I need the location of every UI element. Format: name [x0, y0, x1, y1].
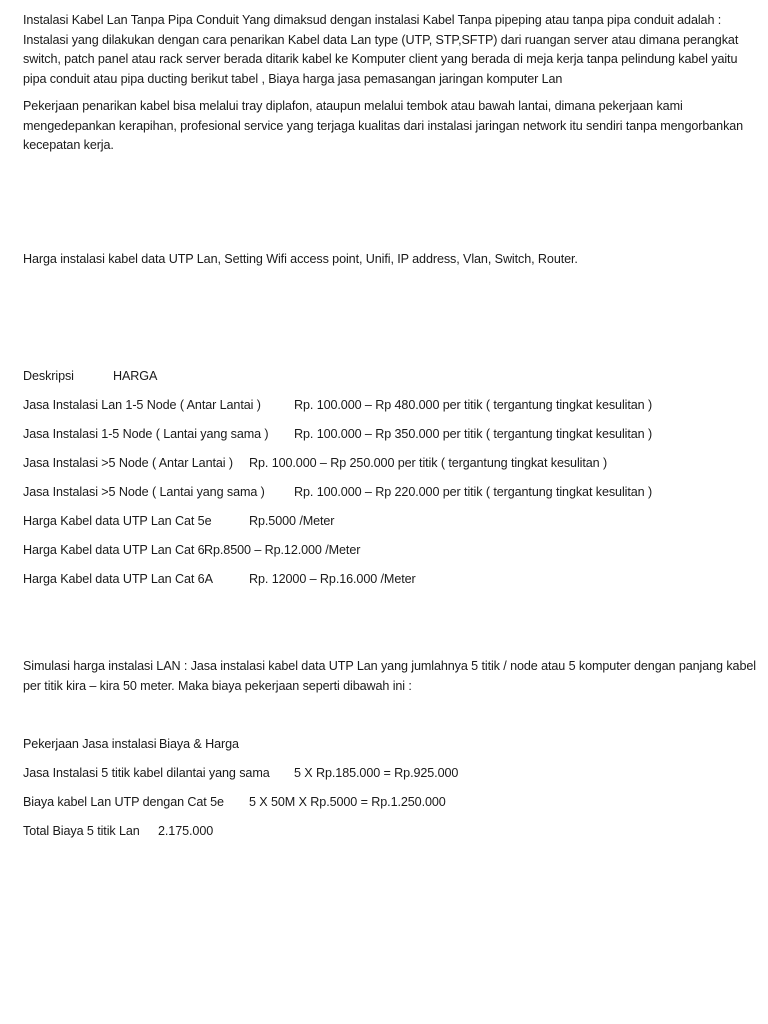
price-table-row — [23, 570, 416, 588]
price-table-header — [23, 367, 158, 385]
row-price: 5 X Rp.185.000 = Rp.925.000 — [294, 766, 459, 780]
row-description: Jasa Instalasi 5 titik kabel dilantai yang sama — [23, 766, 270, 780]
simulation-intro: Simulasi harga instalasi LAN : Jasa instalasi kabel data UTP Lan yang jumlahnya 5 titik / node atau 5 komputer dengan panjang kabel per titik kira – kira 50 meter. Maka biaya pekerjaan seperti dibawah ini : — [23, 659, 756, 693]
simulation-table-header — [23, 735, 239, 753]
price-table-row — [23, 396, 653, 414]
simulation-header-price: Biaya & Harga — [159, 737, 239, 751]
row-description: Jasa Instalasi Lan 1-5 Node ( Antar Lantai ) — [23, 398, 261, 412]
row-description: Jasa Instalasi >5 Node ( Lantai yang sama ) — [23, 485, 265, 499]
intro-paragraph-2: Pekerjaan penarikan kabel bisa melalui tray diplafon, ataupun melalui tembok atau bawah lantai, dimana pekerjaan kami mengedepankan kerapihan, profesional service yang terjaga kualitas dari instalasi jaringan network itu sendiri tanpa mengorbankan kecepatan kerja. — [23, 99, 744, 152]
simulation-row — [23, 764, 459, 782]
simulation-row — [23, 793, 446, 811]
price-table-row — [23, 483, 653, 501]
row-price: Rp.8500 – Rp.12.000 /Meter — [204, 543, 361, 557]
price-table-row — [23, 541, 361, 559]
simulation-header-description: Pekerjaan Jasa instalasi — [23, 737, 157, 751]
row-price: Rp. 12000 – Rp.16.000 /Meter — [249, 572, 416, 586]
row-price: Rp. 100.000 – Rp 350.000 per titik ( tergantung tingkat kesulitan ) — [294, 427, 653, 441]
intro-paragraph-1: Instalasi Kabel Lan Tanpa Pipa Conduit Yang dimaksud dengan instalasi Kabel Tanpa pipeping atau tanpa pipa conduit adalah : Instalasi yang dilakukan dengan cara penarikan Kabel data Lan type (UTP, STP,SFTP) dari ruangan server atau dimana perangkat switch, patch panel atau rack server berada ditarik kabel ke Komputer client yang berada di meja kerja tanpa pelindung kabel yaitu pipa conduit atau pipa ducting berikut tabel , Biaya harga jasa pemasangan jaringan komputer Lan — [23, 13, 739, 86]
row-description: Biaya kabel Lan UTP dengan Cat 5e — [23, 795, 224, 809]
total-value: 2.175.000 — [158, 824, 214, 838]
price-table-row — [23, 425, 653, 443]
price-table-header-price: HARGA — [113, 369, 158, 383]
total-label: Total Biaya 5 titik Lan — [23, 824, 140, 838]
row-description: Harga Kabel data UTP Lan Cat 5e — [23, 514, 212, 528]
row-description: Harga Kabel data UTP Lan Cat 6 — [23, 543, 205, 557]
section-heading: Harga instalasi kabel data UTP Lan, Setting Wifi access point, Unifi, IP address, Vlan, Switch, Router. — [23, 252, 578, 266]
price-table-row — [23, 454, 608, 472]
row-description: Jasa Instalasi >5 Node ( Antar Lantai ) — [23, 456, 233, 470]
simulation-total-row — [23, 822, 214, 840]
price-table-row — [23, 512, 335, 530]
row-price: Rp. 100.000 – Rp 250.000 per titik ( tergantung tingkat kesulitan ) — [249, 456, 608, 470]
row-price: Rp. 100.000 – Rp 220.000 per titik ( tergantung tingkat kesulitan ) — [294, 485, 653, 499]
row-description: Jasa Instalasi 1-5 Node ( Lantai yang sama ) — [23, 427, 269, 441]
row-price: Rp.5000 /Meter — [249, 514, 335, 528]
row-price: 5 X 50M X Rp.5000 = Rp.1.250.000 — [249, 795, 446, 809]
row-description: Harga Kabel data UTP Lan Cat 6A — [23, 572, 213, 586]
price-table-header-description: Deskripsi — [23, 369, 74, 383]
row-price: Rp. 100.000 – Rp 480.000 per titik ( tergantung tingkat kesulitan ) — [294, 398, 653, 412]
